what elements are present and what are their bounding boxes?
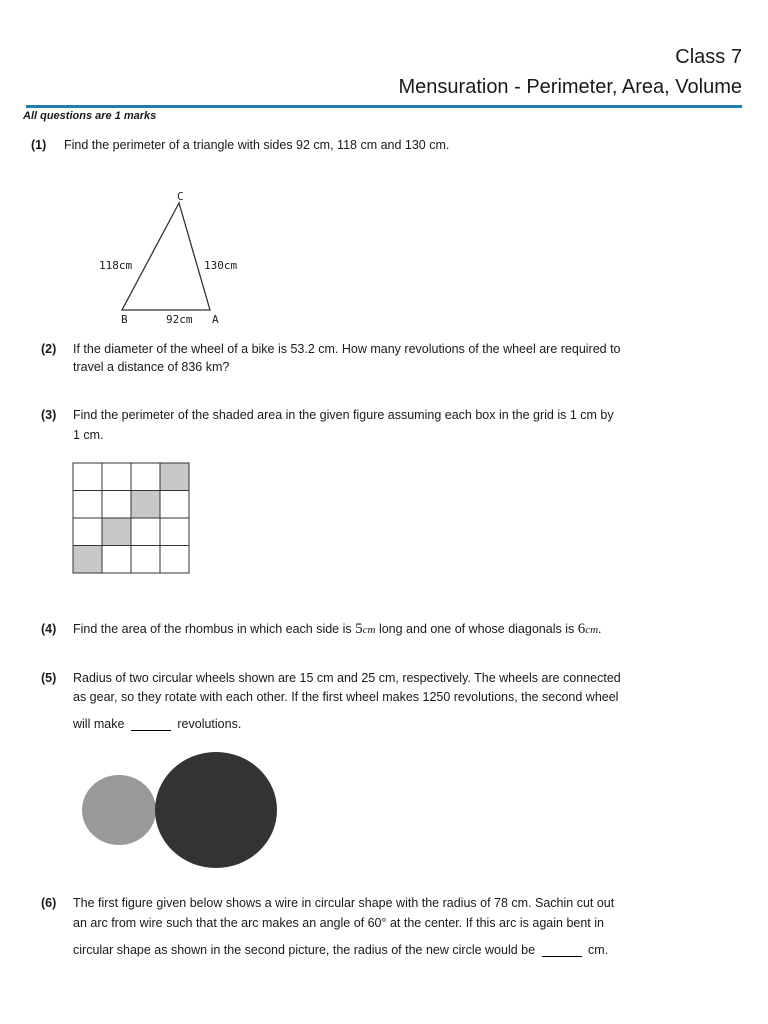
grid-cell-shaded (73, 546, 102, 574)
grid-cell (73, 518, 102, 546)
question-6-line-1: The first figure given below shows a wire in circular shape with the radius of 78 cm. Sachin cut out (73, 896, 615, 910)
grid-cell-shaded (131, 491, 160, 519)
question-1-text: Find the perimeter of a triangle with sides 92 cm, 118 cm and 130 cm. (64, 138, 450, 152)
triangle-shape (122, 203, 210, 310)
question-6-line-3 (73, 941, 608, 960)
question-3-line-2: 1 cm. (73, 428, 104, 442)
question-6-line-3-b: cm. (588, 943, 609, 957)
grid-cell (131, 463, 160, 491)
small-wheel (82, 775, 156, 845)
grid-cell-shaded (102, 518, 131, 546)
question-6-number: (6) (41, 896, 57, 910)
question-6-line-2: an arc from wire such that the arc makes an angle of 60° at the center. If this arc is again bent in (73, 916, 604, 930)
diagonal-unit: cm (585, 624, 599, 636)
diagonal-value (578, 621, 598, 637)
gear-wheels-figure (75, 750, 285, 872)
vertex-a-label: A (212, 313, 219, 326)
side-length-unit: cm (362, 624, 376, 636)
shaded-grid-figure (72, 462, 192, 576)
side-length-value (355, 621, 375, 637)
question-4-text-a: Find the area of the rhombus in which each side is (73, 622, 352, 636)
grid-cell-shaded (160, 463, 189, 491)
class-title: Class 7 (675, 46, 742, 68)
question-5-number: (5) (41, 671, 57, 685)
grid-cell (73, 491, 102, 519)
side-ba-label: 92cm (166, 313, 193, 326)
question-5-line-3 (73, 715, 241, 734)
grid-cell (102, 463, 131, 491)
question-1-number: (1) (31, 138, 47, 152)
question-3-number: (3) (41, 408, 57, 422)
question-5-line-1: Radius of two circular wheels shown are 15 cm and 25 cm, respectively. The wheels are connected (73, 671, 621, 685)
question-2-line-1: If the diameter of the wheel of a bike is 53.2 cm. How many revolutions of the wheel are required to (73, 342, 621, 356)
answer-blank-q5[interactable] (131, 716, 171, 731)
question-3-line-1: Find the perimeter of the shaded area in the given figure assuming each box in the grid is 1 cm by (73, 408, 614, 422)
question-5-line-3-a: will make (73, 717, 125, 731)
grid-cell (73, 463, 102, 491)
answer-blank-q6[interactable] (542, 942, 582, 957)
question-2-line-2: travel a distance of 836 km? (73, 360, 230, 374)
grid-cell (102, 491, 131, 519)
vertex-b-label: B (121, 313, 128, 326)
grid-cell (160, 518, 189, 546)
subject-title: Mensuration - Perimeter, Area, Volume (398, 76, 742, 98)
grid-cell (102, 546, 131, 574)
question-4-number: (4) (41, 622, 57, 636)
question-4-period: . (598, 622, 602, 636)
question-5-line-2: as gear, so they rotate with each other. If the first wheel makes 1250 revolutions, the second wheel (73, 690, 619, 704)
question-2-number: (2) (41, 342, 57, 356)
marks-note: All questions are 1 marks (23, 110, 157, 122)
diagonal-number: 6 (577, 621, 586, 637)
grid-cell (131, 518, 160, 546)
triangle-figure (85, 186, 265, 328)
question-6-line-3-a: circular shape as shown in the second picture, the radius of the new circle would be (73, 943, 536, 957)
question-5-line-3-b: revolutions. (177, 717, 242, 731)
question-4-text (73, 620, 602, 640)
question-4-text-b: long and one of whose diagonals is (378, 622, 575, 636)
grid-cell (160, 491, 189, 519)
header-rule (26, 105, 742, 108)
vertex-c-label: C (177, 190, 184, 203)
side-length-number: 5 (355, 621, 363, 637)
grid-cell (131, 546, 160, 574)
side-bc-label: 118cm (99, 259, 133, 272)
grid-cell (160, 546, 189, 574)
large-wheel (155, 752, 277, 868)
side-ca-label: 130cm (204, 259, 238, 272)
